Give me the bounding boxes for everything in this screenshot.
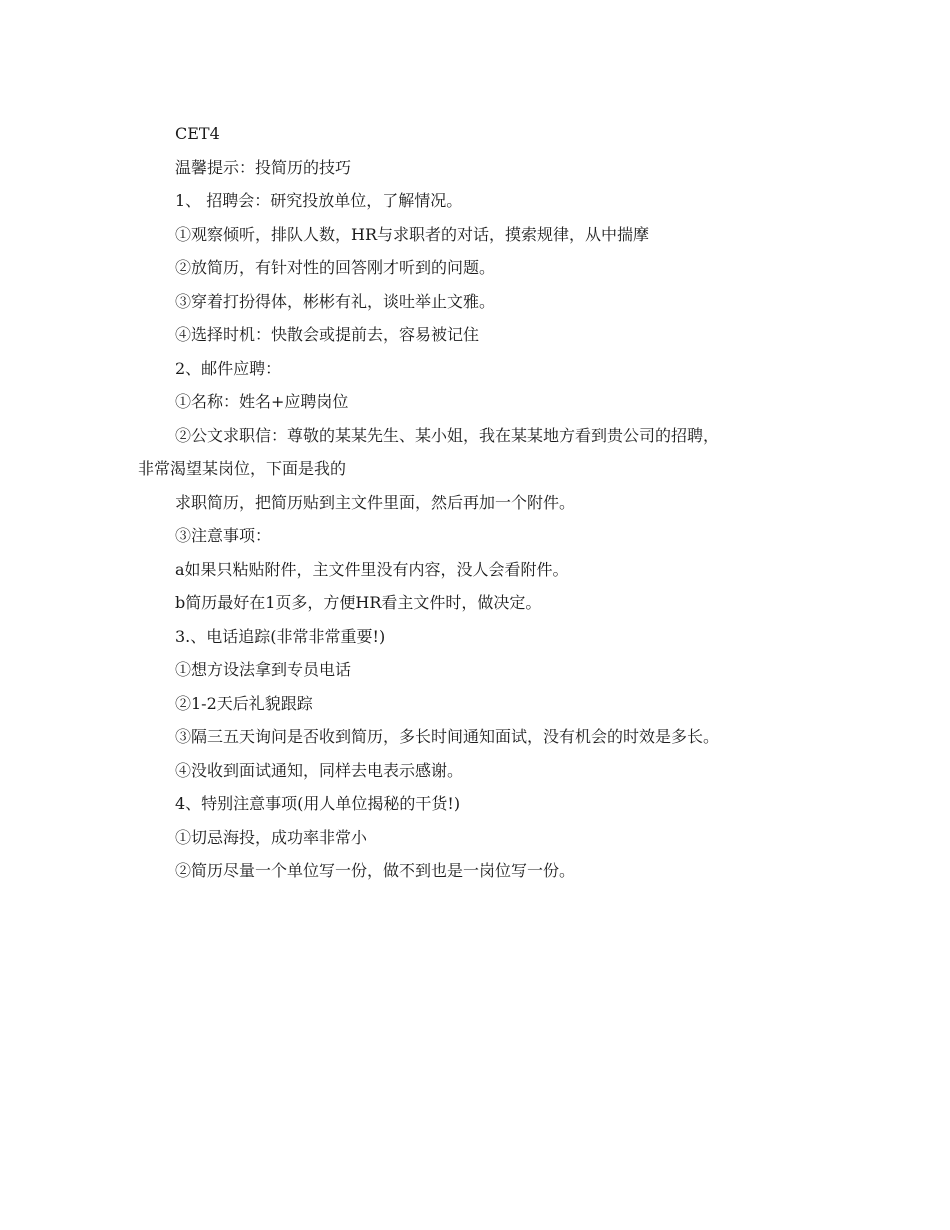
text-line-item: ①想方设法拿到专员电话 — [175, 660, 352, 679]
text-line-item: ③隔三五天询问是否收到简历，多长时间通知面试，没有机会的时效是多长。 — [175, 727, 720, 746]
text-line-item: b简历最好在1页多，方便HR看主文件时，做决定。 — [175, 593, 542, 612]
text-line-item: ④选择时机：快散会或提前去，容易被记住 — [175, 325, 480, 344]
text-line-item: ②1-2天后礼貌跟踪 — [175, 693, 313, 713]
text-line-section-3: 3.、电话追踪(非常非常重要!) — [175, 626, 386, 646]
text-line-item: ③注意事项： — [175, 526, 272, 545]
text-line-item: ①切忌海投，成功率非常小 — [175, 827, 368, 847]
text-line-item: ①名称：姓名+应聘岗位 — [175, 392, 349, 411]
text-line-item: a如果只粘贴附件，主文件里没有内容，没人会看附件。 — [175, 559, 569, 579]
document-body — [138, 117, 818, 888]
text-line-item: ③穿着打扮得体，彬彬有礼，谈吐举止文雅。 — [175, 291, 496, 311]
text-line-wrapped: 非常渴望某岗位，下面是我的 — [138, 459, 347, 478]
text-line-item: ②公文求职信：尊敬的某某先生、某小姐，我在某某地方看到贵公司的招聘， — [175, 425, 720, 445]
text-line-item: 求职简历，把简历贴到主文件里面，然后再加一个附件。 — [175, 492, 576, 512]
text-line-section-1: 1、 招聘会：研究投放单位，了解情况。 — [175, 191, 463, 210]
text-line-heading: 温馨提示：投简历的技巧 — [175, 157, 352, 177]
text-line-section-2: 2、邮件应聘： — [175, 358, 282, 378]
text-line-item: ④没收到面试通知，同样去电表示感谢。 — [175, 760, 464, 780]
text-line-item: ②简历尽量一个单位写一份，做不到也是一岗位写一份。 — [175, 861, 576, 880]
text-line-item: ②放简历，有针对性的回答刚才听到的问题。 — [175, 258, 496, 277]
text-line-section-4: 4、特别注意事项(用人单位揭秘的干货!) — [175, 794, 461, 813]
text-line-cet4: CET4 — [175, 124, 220, 143]
text-line-item: ①观察倾听，排队人数，HR与求职者的对话，摸索规律，从中揣摩 — [175, 224, 650, 244]
